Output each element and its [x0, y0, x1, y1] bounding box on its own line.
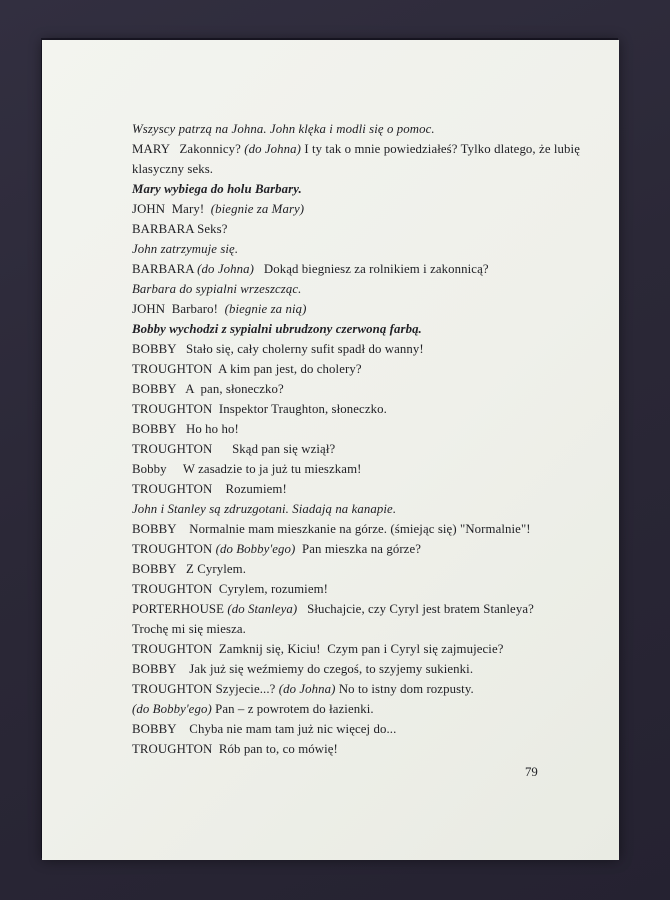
script-segment-italic: (do Johna) — [278, 682, 336, 696]
script-line — [132, 119, 602, 139]
script-segment-italic: (do Bobby'ego) — [215, 542, 296, 556]
script-segment-italic: (biegnie za nią) — [224, 302, 307, 316]
script-line — [132, 699, 602, 719]
script-line — [132, 419, 602, 439]
script-line — [132, 639, 602, 659]
script-segment-roman: BOBBY Ho ho ho! — [132, 422, 239, 436]
script-segment-roman: Pan – z powrotem do łazienki. — [211, 702, 374, 716]
script-segment-roman: BARBARA — [132, 262, 198, 276]
script-line — [132, 559, 602, 579]
script-segment-roman: TROUGHTON Inspektor Traughton, słoneczko. — [132, 402, 387, 416]
script-segment-italic: John zatrzymuje się. — [132, 242, 239, 256]
script-line — [132, 239, 602, 259]
script-line — [132, 139, 602, 159]
script-segment-italic: (do Stanleya) — [227, 602, 298, 616]
script-line — [132, 259, 602, 279]
script-segment-roman: Bobby W zasadzie to ja już tu mieszkam! — [132, 462, 362, 476]
script-segment-roman: PORTERHOUSE — [132, 602, 228, 616]
script-segment-roman: TROUGHTON Zamknij się, Kiciu! Czym pan i Cyryl się zajmujecie? — [132, 642, 504, 656]
script-segment-bolditalic: Mary wybiega do holu Barbary. — [132, 182, 302, 196]
script-line — [132, 219, 602, 239]
script-segment-roman: Trochę mi się miesza. — [132, 622, 246, 636]
script-line — [132, 199, 602, 219]
script-segment-roman: TROUGHTON A kim pan jest, do cholery? — [132, 362, 362, 376]
script-segment-italic: John i Stanley są zdruzgotani. Siadają na kanapie. — [132, 502, 397, 516]
script-segment-roman: Słuchajcie, czy Cyryl jest bratem Stanleya? — [297, 602, 534, 616]
script-segment-roman: TROUGHTON Skąd pan się wziął? — [132, 442, 336, 456]
script-segment-roman: JOHN Mary! — [132, 202, 211, 216]
script-segment-roman: TROUGHTON — [132, 542, 216, 556]
script-segment-roman: BARBARA Seks? — [132, 222, 228, 236]
script-line — [132, 539, 602, 559]
script-page-sheet — [42, 40, 619, 860]
script-line — [132, 319, 602, 339]
script-line — [132, 739, 602, 759]
script-line — [132, 719, 602, 739]
script-segment-italic: (do Bobby'ego) — [132, 702, 212, 716]
script-segment-roman: No to istny dom rozpusty. — [335, 682, 474, 696]
page-number: 79 — [525, 765, 538, 779]
script-line — [132, 479, 602, 499]
script-segment-roman: MARY Zakonnicy? — [132, 142, 245, 156]
script-line — [132, 399, 602, 419]
script-line — [132, 179, 602, 199]
script-line — [132, 519, 602, 539]
script-line — [132, 499, 602, 519]
script-segment-italic: (do Johna) — [197, 262, 254, 276]
script-segment-bolditalic: Bobby wychodzi z sypialni ubrudzony czerwoną farbą. — [132, 322, 422, 336]
script-segment-roman: JOHN Barbaro! — [132, 302, 225, 316]
script-segment-roman: TROUGHTON Rób pan to, co mówię! — [132, 742, 338, 756]
script-segment-roman: TROUGHTON Rozumiem! — [132, 482, 287, 496]
script-text-block — [132, 119, 602, 759]
script-line — [132, 299, 602, 319]
script-line — [132, 459, 602, 479]
script-segment-roman: TROUGHTON Cyrylem, rozumiem! — [132, 582, 329, 596]
script-segment-italic: (do Johna) — [244, 142, 302, 156]
script-segment-roman: klasyczny seks. — [132, 162, 214, 176]
script-line — [132, 279, 602, 299]
script-segment-roman: BOBBY Chyba nie mam tam już nic więcej do... — [132, 722, 397, 736]
script-line — [132, 679, 602, 699]
script-segment-roman: Dokąd biegniesz za rolnikiem i zakonnicą? — [253, 262, 489, 276]
script-segment-roman: BOBBY Z Cyrylem. — [132, 562, 247, 576]
script-segment-roman: BOBBY Stało się, cały cholerny sufit spadł do wanny! — [132, 342, 424, 356]
script-segment-italic: (biegnie za Mary) — [210, 202, 305, 216]
script-line — [132, 599, 602, 619]
script-segment-roman: BOBBY Jak już się weźmiemy do czegoś, to szyjemy sukienki. — [132, 662, 474, 676]
script-segment-roman: TROUGHTON Szyjecie...? — [132, 682, 279, 696]
script-segment-italic: Wszyscy patrzą na Johna. John klęka i modli się o pomoc. — [132, 122, 435, 136]
script-segment-roman: BOBBY A pan, słoneczko? — [132, 382, 284, 396]
script-line — [132, 439, 602, 459]
script-line — [132, 159, 602, 179]
script-segment-roman: Pan mieszka na górze? — [295, 542, 422, 556]
script-line — [132, 379, 602, 399]
script-line — [132, 359, 602, 379]
script-segment-roman: I ty tak o mnie powiedziałeś? Tylko dlatego, że lubię — [301, 142, 580, 156]
script-line — [132, 579, 602, 599]
script-segment-italic: Barbara do sypialni wrzeszcząc. — [132, 282, 302, 296]
script-line — [132, 659, 602, 679]
script-line — [132, 619, 602, 639]
script-line — [132, 339, 602, 359]
script-segment-roman: BOBBY Normalnie mam mieszkanie na górze. (śmiejąc się) "Normalnie"! — [132, 522, 531, 536]
